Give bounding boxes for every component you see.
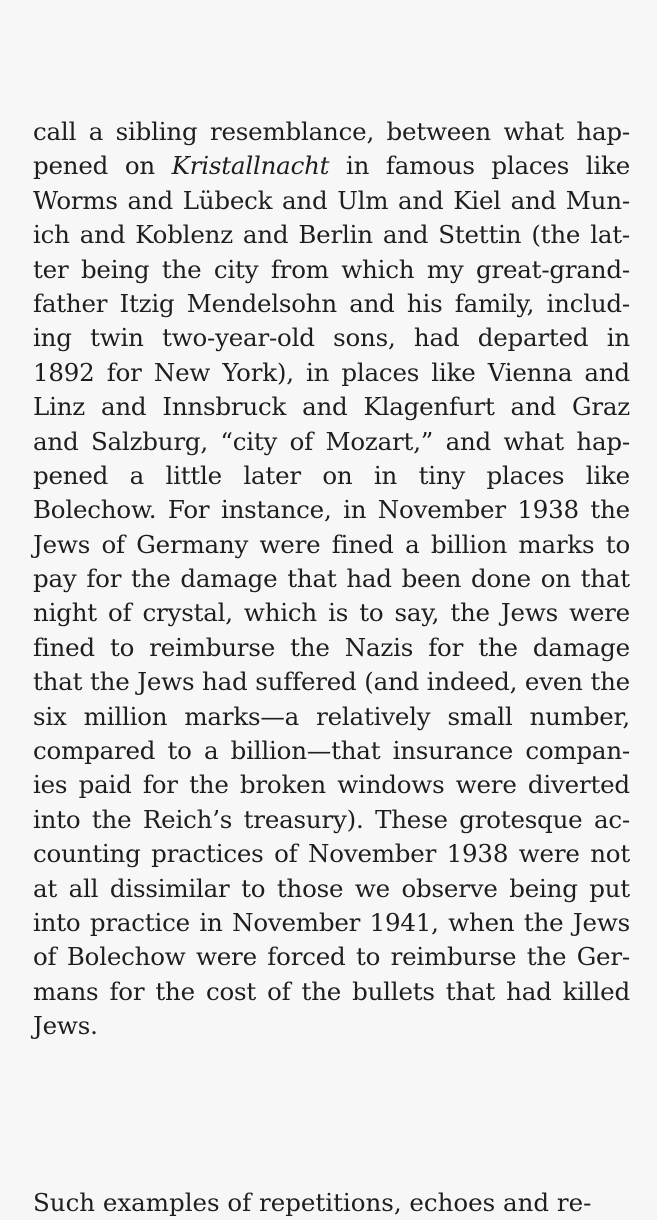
- word: father: [33, 288, 108, 318]
- word: in: [346, 151, 370, 181]
- word: Germany: [136, 529, 249, 559]
- word: Mendelsohn: [186, 288, 337, 318]
- word: 1938: [517, 495, 579, 525]
- word: the: [90, 667, 130, 697]
- word: sons,: [333, 323, 396, 353]
- word: marks: [518, 529, 595, 559]
- word: in: [343, 495, 367, 525]
- word: at: [33, 873, 58, 903]
- word: marks—a: [184, 701, 300, 731]
- word: Jews: [572, 907, 630, 937]
- word: had: [506, 976, 552, 1006]
- word: the: [478, 632, 518, 662]
- word: were: [259, 529, 321, 559]
- word: like: [585, 151, 630, 181]
- word: pay: [33, 564, 77, 594]
- word: practices: [151, 839, 264, 869]
- text-line: [33, 218, 630, 252]
- word: places: [491, 151, 570, 181]
- word: the: [155, 976, 195, 1006]
- text-line: [33, 768, 630, 802]
- word: the: [131, 564, 171, 594]
- word: put: [589, 873, 630, 903]
- word: million: [83, 701, 168, 731]
- word: like: [585, 460, 630, 490]
- word: compan-: [525, 736, 630, 766]
- word: had: [202, 667, 248, 697]
- word: what: [503, 117, 564, 146]
- word: Klagenfurt: [363, 392, 495, 422]
- word: and: [33, 426, 79, 456]
- word: 1938: [446, 839, 509, 869]
- word: counting: [33, 839, 141, 869]
- word: fined: [331, 529, 394, 559]
- word: “city: [220, 426, 278, 456]
- word: to: [355, 942, 381, 972]
- word: to: [359, 598, 384, 628]
- word: Graz: [571, 392, 630, 422]
- word: the: [590, 495, 630, 525]
- word: the: [91, 804, 132, 834]
- word: relatively: [316, 701, 431, 731]
- word: places: [341, 357, 420, 387]
- word: that: [33, 667, 83, 697]
- word: billion: [430, 529, 508, 559]
- word: were: [195, 942, 257, 972]
- word: windows: [337, 770, 445, 800]
- word: we: [354, 873, 390, 903]
- word: were: [455, 770, 517, 800]
- word: of: [289, 426, 314, 456]
- word: Worms: [33, 185, 118, 215]
- word: practice: [89, 907, 190, 937]
- word: and: [79, 220, 126, 250]
- word: of: [267, 976, 291, 1006]
- text-line: [33, 149, 630, 183]
- word: family,: [454, 288, 535, 318]
- word: the: [523, 907, 564, 937]
- word: and: [510, 185, 557, 215]
- word: a: [88, 117, 104, 146]
- word: number,: [529, 701, 630, 731]
- word: famous: [385, 151, 475, 181]
- word: had: [346, 564, 392, 594]
- text-line: [33, 253, 630, 287]
- word: forced: [267, 942, 346, 972]
- word: the: [161, 254, 202, 284]
- word: For: [167, 495, 210, 525]
- word: done: [471, 564, 531, 594]
- text-line: [33, 837, 630, 871]
- word: Ulm: [337, 185, 389, 215]
- word: November: [377, 495, 506, 525]
- word: had: [413, 323, 460, 353]
- word: diverted: [527, 770, 630, 800]
- word: all: [68, 873, 99, 903]
- word: and: [510, 392, 557, 422]
- word: in: [306, 357, 330, 387]
- word: Reich’s: [142, 804, 233, 834]
- word: in: [199, 907, 223, 937]
- word: the: [290, 632, 330, 662]
- word: Mun-: [565, 185, 630, 215]
- word: of: [108, 598, 132, 628]
- word: were: [518, 839, 580, 869]
- word: Vienna: [487, 357, 573, 387]
- word: fined: [33, 632, 95, 662]
- word: pened: [33, 151, 109, 181]
- word: on: [540, 564, 571, 594]
- word: from: [270, 254, 329, 284]
- body-text: [33, 115, 630, 1044]
- word: and: [382, 220, 429, 250]
- text-line: [33, 803, 630, 837]
- word: Berlin: [298, 220, 373, 250]
- word: crystal,: [142, 598, 233, 628]
- word: even: [524, 667, 583, 697]
- text-line: [33, 734, 630, 768]
- word: billion—that: [230, 736, 381, 766]
- word: for: [86, 564, 122, 594]
- text-line: [33, 940, 630, 974]
- word: lat-: [590, 220, 630, 250]
- word: tiny: [418, 460, 466, 490]
- word: the: [450, 598, 490, 628]
- word: reimburse: [390, 942, 517, 972]
- word: ter: [33, 254, 69, 284]
- text-line: [33, 631, 630, 665]
- word: indeed,: [426, 667, 518, 697]
- word: six: [33, 701, 67, 731]
- word: sibling: [115, 117, 198, 146]
- text-line: [33, 1009, 630, 1043]
- word: in: [373, 460, 398, 490]
- word: that: [287, 564, 337, 594]
- word: into: [33, 804, 81, 834]
- word: paid: [78, 770, 132, 800]
- word: those: [276, 873, 344, 903]
- word: observe: [401, 873, 498, 903]
- word: cost: [205, 976, 257, 1006]
- word: twin: [90, 323, 144, 353]
- word: 1941,: [369, 907, 439, 937]
- word: places: [486, 460, 565, 490]
- word: what: [503, 426, 564, 456]
- word: Salzburg,: [90, 426, 208, 456]
- text-line: [33, 700, 630, 734]
- word: little: [165, 460, 222, 490]
- word: ies: [33, 770, 68, 800]
- word: in: [606, 323, 630, 353]
- word: and: [242, 220, 289, 250]
- word: to: [167, 736, 192, 766]
- word: for: [109, 976, 145, 1006]
- word: were: [569, 598, 630, 628]
- word: which: [341, 254, 415, 284]
- word: Mozart,”: [325, 426, 434, 456]
- word: not: [590, 839, 630, 869]
- word: instance,: [220, 495, 332, 525]
- word: his: [406, 288, 443, 318]
- word: 1892: [33, 357, 95, 387]
- word: bullets: [352, 976, 435, 1006]
- word: York),: [222, 357, 294, 387]
- word: my: [426, 254, 464, 284]
- word: Jews.: [33, 1011, 98, 1041]
- word: for: [142, 770, 178, 800]
- word: and: [584, 357, 630, 387]
- word: These: [375, 804, 448, 834]
- word: which: [243, 598, 318, 628]
- word: a: [203, 736, 219, 766]
- word: Jews: [500, 598, 558, 628]
- word: Lübeck: [182, 185, 273, 215]
- word: that: [580, 564, 630, 594]
- text-line: [33, 115, 630, 149]
- word: dissimilar: [109, 873, 230, 903]
- text-line: [33, 596, 630, 630]
- word: mans: [33, 976, 99, 1006]
- text-line: [33, 872, 630, 906]
- word: into: [33, 907, 81, 937]
- word: resemblance,: [210, 117, 375, 146]
- word: and: [127, 185, 173, 215]
- text-line: [33, 321, 630, 355]
- word: Innsbruck: [162, 392, 287, 422]
- word: ac-: [593, 804, 630, 834]
- word: being: [80, 254, 150, 284]
- word: the: [526, 942, 567, 972]
- text-line: [33, 287, 630, 321]
- word: ing: [33, 323, 72, 353]
- word: between: [386, 117, 491, 146]
- word: (the: [531, 220, 581, 250]
- word: to: [605, 529, 630, 559]
- word: of: [274, 839, 298, 869]
- word: Ger-: [576, 942, 630, 972]
- partial-next-line: Such examples of repetitions, echoes and re-: [33, 1188, 592, 1217]
- word: grotesque: [459, 804, 583, 834]
- word: small: [447, 701, 513, 731]
- word: New: [153, 357, 211, 387]
- word: Linz: [33, 392, 85, 422]
- word: for: [428, 632, 464, 662]
- word: pened: [33, 460, 109, 490]
- word: Jews: [33, 529, 91, 559]
- word: and: [445, 426, 492, 456]
- word: Itzig: [119, 288, 175, 318]
- word: and: [398, 185, 444, 215]
- text-line: [33, 562, 630, 596]
- word: on: [322, 460, 353, 490]
- word: two-year-old: [162, 323, 315, 353]
- word: when: [448, 907, 515, 937]
- word: hap-: [576, 426, 630, 456]
- word: say,: [394, 598, 440, 628]
- text-line: [33, 975, 630, 1009]
- word: (and: [364, 667, 420, 697]
- word: Koblenz: [135, 220, 233, 250]
- word: Stettin: [438, 220, 522, 250]
- word: insurance: [392, 736, 514, 766]
- word: like: [431, 357, 476, 387]
- word: to: [109, 632, 135, 662]
- word: the: [301, 976, 342, 1006]
- word: the: [590, 667, 630, 697]
- word: damage: [532, 632, 630, 662]
- word: night: [33, 598, 97, 628]
- word: being: [509, 873, 578, 903]
- word: November: [232, 907, 361, 937]
- text-line: [33, 390, 630, 424]
- word: and: [282, 185, 328, 215]
- word: and: [100, 392, 147, 422]
- text-line: [33, 493, 630, 527]
- word: Bolechow: [66, 942, 186, 972]
- word: and: [302, 392, 348, 422]
- word: is: [328, 598, 349, 628]
- text-line: [33, 665, 630, 699]
- word: departed: [477, 323, 589, 353]
- word: includ-: [546, 288, 630, 318]
- word: later: [243, 460, 301, 490]
- word: compared: [33, 736, 156, 766]
- word: Kristallnacht: [171, 151, 330, 181]
- word: Kiel: [453, 185, 501, 215]
- word: Jews: [137, 667, 195, 697]
- word: to: [241, 873, 266, 903]
- text-line: [33, 425, 630, 459]
- word: killed: [562, 976, 630, 1006]
- word: of: [33, 942, 57, 972]
- word: of: [101, 529, 125, 559]
- word: been: [401, 564, 462, 594]
- word: damage: [180, 564, 278, 594]
- word: Bolechow.: [33, 495, 157, 525]
- word: great-grand-: [475, 254, 630, 284]
- word: call: [33, 117, 77, 146]
- word: treasury).: [243, 804, 364, 834]
- word: suffered: [255, 667, 357, 697]
- word: a: [129, 460, 145, 490]
- word: a: [405, 529, 420, 559]
- text-line: [33, 356, 630, 390]
- word: ich: [33, 220, 70, 250]
- word: hap-: [576, 117, 630, 146]
- word: and: [349, 288, 395, 318]
- word: reimburse: [149, 632, 275, 662]
- word: that: [445, 976, 496, 1006]
- text-line: [33, 528, 630, 562]
- word: city: [213, 254, 259, 284]
- word: November: [308, 839, 437, 869]
- word: for: [106, 357, 142, 387]
- word: on: [124, 151, 155, 181]
- word: broken: [239, 770, 326, 800]
- word: the: [189, 770, 229, 800]
- word: Nazis: [344, 632, 414, 662]
- text-line: [33, 184, 630, 218]
- text-line: [33, 906, 630, 940]
- text-line: [33, 459, 630, 493]
